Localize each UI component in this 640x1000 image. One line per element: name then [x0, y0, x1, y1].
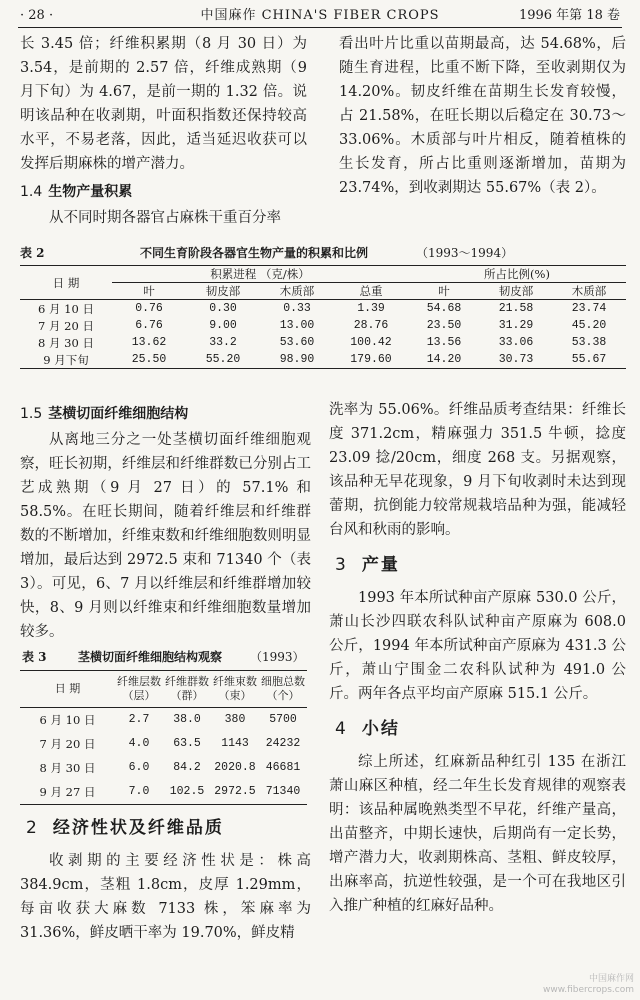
table3-caption [20, 648, 311, 666]
table-row: 7 月 20 日 4.0 63.5 1143 24232 [39, 737, 301, 751]
table3-col-header: 纤维群数（群） [163, 671, 211, 708]
table3 [20, 670, 307, 805]
right-column-bottom [329, 398, 626, 918]
table2-col-header: 叶 [112, 283, 186, 300]
section-heading-4: 4 小结 [335, 719, 400, 739]
right-column-top [339, 32, 626, 200]
site-watermark: 中国麻作网 www.fibercrops.com [543, 974, 634, 995]
table3-col-header: 纤维层数（层） [115, 671, 163, 708]
table-row: 9 月下旬 25.50 55.20 98.90 179.60 14.20 30.73 55.67 [43, 352, 607, 367]
table3-years: （1993） [250, 650, 305, 664]
table3-title: 茎横切面纤维细胞结构观察 [78, 650, 223, 664]
section-heading-2: 2 经济性状及纤维品质 [26, 818, 224, 838]
section-heading-1-5: 1.5 茎横切面纤维细胞结构 [20, 406, 189, 422]
page-number: · 28 · [20, 8, 54, 23]
section-heading-3: 3 产量 [335, 555, 400, 575]
table2-col-header: 木质部 [552, 283, 626, 300]
table2-col-header: 总重 [334, 283, 408, 300]
organ-ratio-paragraph: 看出叶片比重以苗期最高，达 54.68%，后随生育进程，比重不断下降，至收剥期仅为 14.20%。韧皮纤维在苗期生长发育较慢，占 21.58%，在旺长期以后稳定在 30.73～33.06%。木质部与叶片相反，随着植株的生长发育，所占比重则逐渐增加，苗期为 23.74%，到收剥期达 55.67%（表 2）。 [339, 36, 626, 196]
economic-traits-paragraph: 收剥期的主要经济性状是：株高 384.9cm，茎粗 1.8cm，皮厚 1.29mm，每亩收获大麻数 7133 株，笨麻率为 31.36%，鲜皮晒干率为 19.70%，鲜皮精 [20, 853, 311, 941]
left-column-top [20, 32, 307, 230]
fiber-structure-paragraph: 从离地三分之一处茎横切面纤维细胞观察，旺长初期，纤维层和纤维群数已分别占工艺成熟期（9 月 27 日）的 57.1% 和 58.5%。在旺长期间，随着纤维层和纤维群数的不断增加，纤维束数和纤维细胞数则明显增加，最后达到 2972.5 束和 71340 个（表 3）。可见，6、7 月以纤维层和纤维群增加较快，8、9 月则以纤维束和纤维细胞数量增加较多。 [20, 432, 311, 640]
fiber-quality-paragraph: 洗率为 55.06%。纤维品质考查结果：纤维长度 371.2cm，精麻强力 351.5 牛顿，捻度 23.09 捻/20cm，细度 268 支。另据观察，该品种无早花现象，9 月下旬收剥时未达到现蕾期，抗倒能力较常规栽培品种为强，能减轻台风和秋雨的影响。 [329, 402, 626, 538]
table3-label: 表 3 [22, 650, 47, 664]
issue-info: 1996 年第 18 卷 [518, 8, 620, 23]
table-row: 6 月 10 日 2.7 38.0 380 5700 [39, 713, 297, 727]
table2-col-header: 韧皮部 [186, 283, 260, 300]
table2-group-percentage: 所占比例(%) [408, 266, 626, 283]
section-heading-1-4: 1.4 生物产量积累 [20, 184, 133, 200]
journal-name: 中国麻作 CHINA'S FIBER CROPS [200, 8, 440, 23]
table-row: 7 月 20 日 6.76 9.00 13.00 28.76 23.50 31.29 45.20 [38, 318, 607, 333]
header-rule [18, 27, 622, 28]
table2-col-header: 韧皮部 [480, 283, 552, 300]
biomass-paragraph: 从不同时期各器官占麻株干重百分率 [49, 210, 281, 226]
yield-paragraph: 1993 年本所试种亩产原麻 530.0 公斤，萧山长沙四联农科队试种亩产原麻为 608.0 公斤，1994 年本所试种亩产原麻为 431.3 公斤，萧山宁围金二农科队试种为 491.0 公斤。两年各点平均亩产原麻 515.1 公斤。 [329, 590, 626, 702]
table2-date-header: 日 期 [20, 266, 112, 300]
table2-col-header: 叶 [408, 283, 480, 300]
table3-col-header: 日 期 [20, 671, 115, 708]
table-row: 8 月 30 日 6.0 84.2 2020.8 46681 [39, 761, 301, 775]
left-column-bottom [20, 398, 311, 945]
table2-caption [20, 243, 626, 263]
table2-title: 不同生育阶段各器官生物产量的积累和比例 [140, 246, 369, 260]
leaf-area-paragraph: 长 3.45 倍；纤维积累期（8 月 30 日）为 3.54，是前期的 2.57 倍，纤维成熟期（9 月下旬）为 4.67，是前一期的 1.32 倍。说明该品种在收剥期，叶面积指数还保持较高水平，不易老落，因此，适当延迟收获可以发挥后期麻株的增产潜力。 [20, 36, 307, 172]
table2-col-header: 木质部 [260, 283, 334, 300]
table2 [20, 265, 626, 369]
page-header [20, 6, 620, 26]
table-row: 6 月 10 日 0.76 0.30 0.33 1.39 54.68 21.58 23.74 [38, 301, 607, 316]
table2-years: （1993～1994） [416, 246, 514, 260]
table-row: 9 月 27 日 7.0 102.5 2972.5 71340 [39, 785, 301, 799]
table3-col-header: 纤维束数（束） [211, 671, 259, 708]
table2-group-accumulation: 积累进程 （克/株） [112, 266, 408, 283]
summary-paragraph: 综上所述，红麻新品种红引 135 在浙江萧山麻区种植，经二年生长发育规律的观察表明：该品种属晚熟类型不早花，纤维产量高，出苗整齐，中期长速快，后期尚有一定长势，增产潜力大，收剥期株高、茎粗、鲜皮较厚，出麻率高，抗逆性较强，是一个可在我地区引入推广种植的红麻好品种。 [329, 754, 626, 914]
table2-label: 表 2 [20, 246, 45, 260]
table-row: 8 月 30 日 13.62 33.2 53.60 100.42 13.56 33.06 53.38 [38, 335, 607, 350]
table3-col-header: 细胞总数（个） [259, 671, 307, 708]
